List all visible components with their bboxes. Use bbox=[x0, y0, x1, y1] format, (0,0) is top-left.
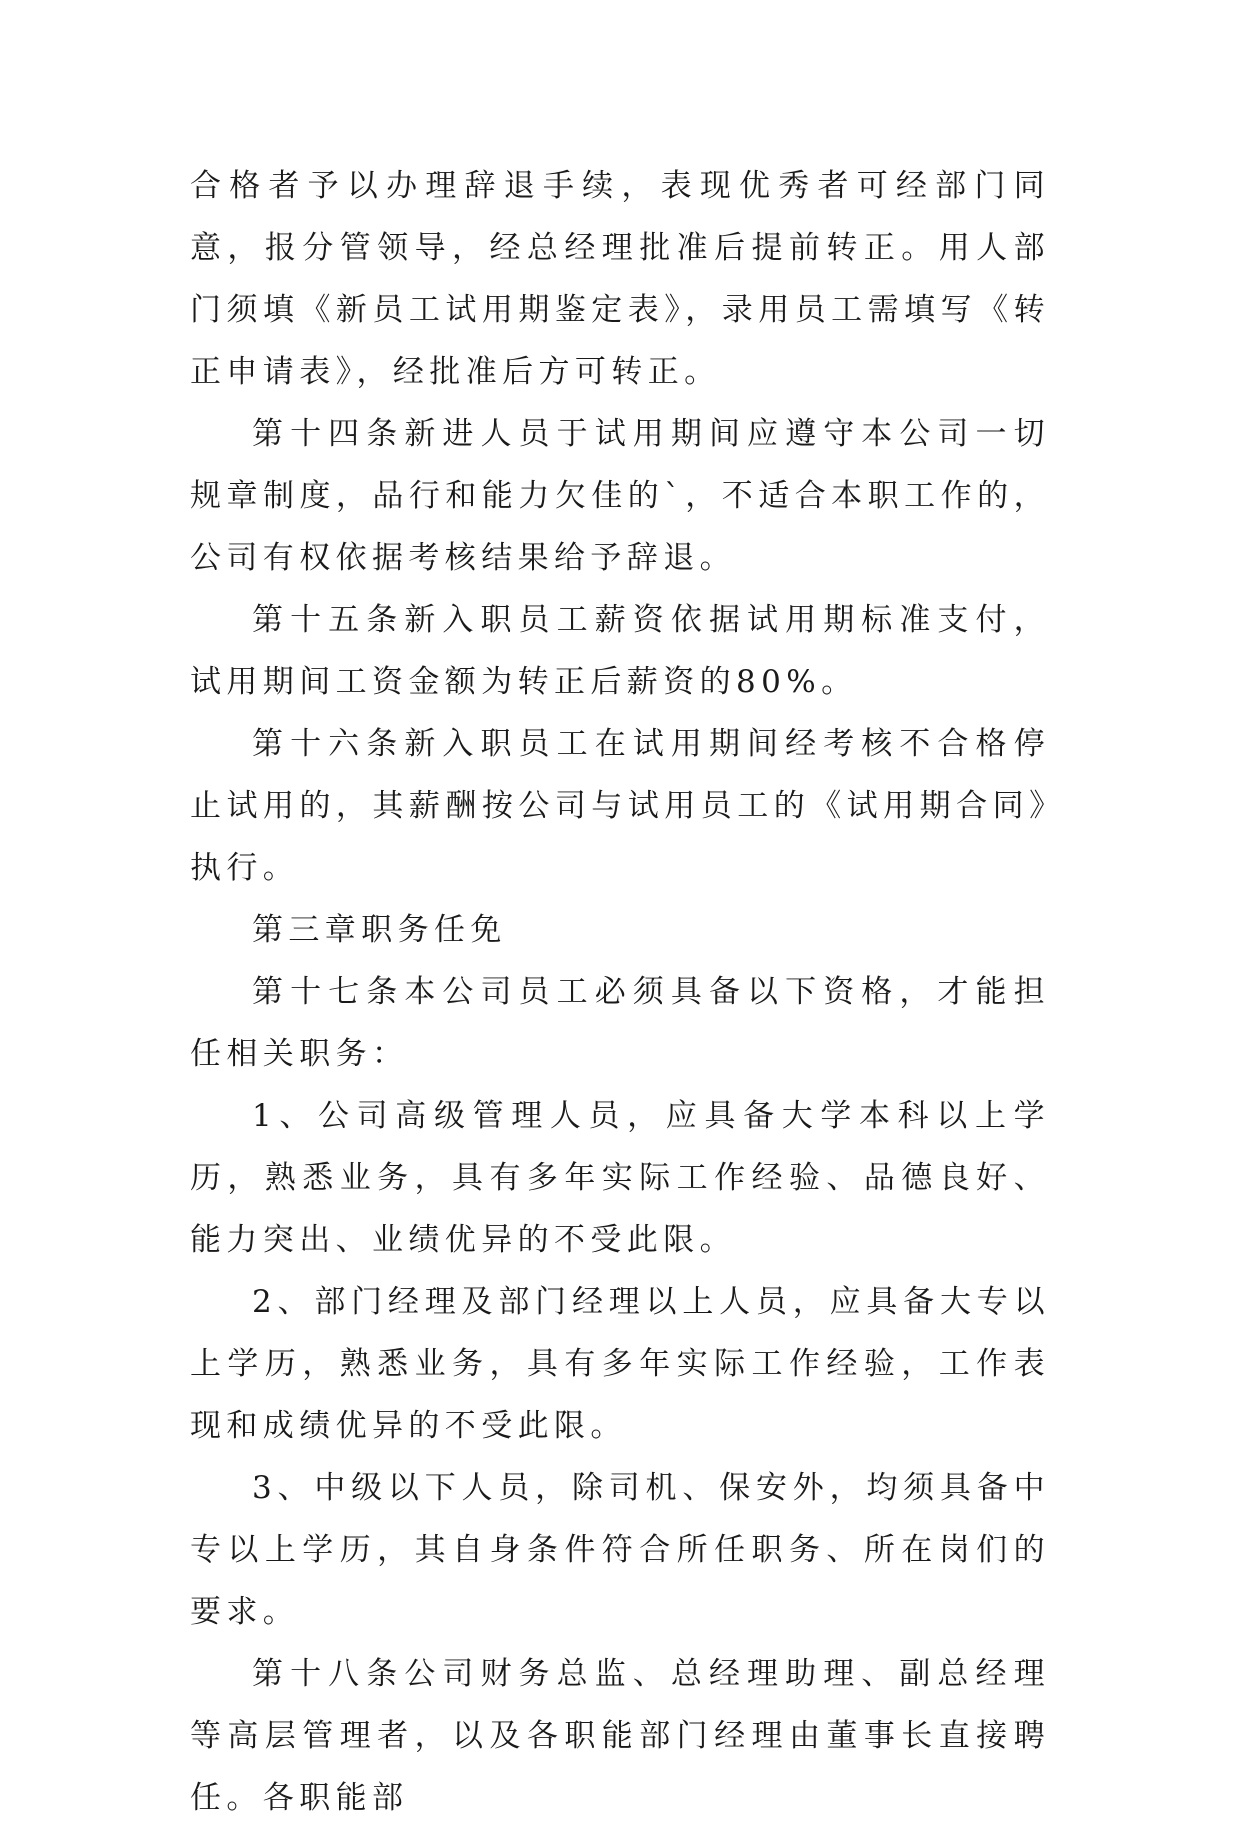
chapter-heading-3: 第三章职务任免 bbox=[252, 912, 507, 948]
list-item-1: 1、公司高级管理人员，应具备大学本科以上学历，熟悉业务，具有多年实际工作经验、品德良好、能力突出、业绩优异的不受此限。 bbox=[190, 1098, 1050, 1258]
paragraph-article-17: 第十七条本公司员工必须具备以下资格，才能担任相关职务： bbox=[190, 974, 1050, 1072]
list-item-2: 2、部门经理及部门经理以上人员，应具备大专以上学历，熟悉业务，具有多年实际工作经验，工作表现和成绩优异的不受此限。 bbox=[190, 1284, 1050, 1444]
paragraph-article-15: 第十五条新入职员工薪资依据试用期标准支付，试用期间工资金额为转正后薪资的80%。 bbox=[190, 602, 1050, 700]
paragraph-probation-continuation: 合格者予以办理辞退手续，表现优秀者可经部门同意，报分管领导，经总经理批准后提前转正。用人部门须填《新员工试用期鉴定表》，录用员工需填写《转正申请表》，经批准后方可转正。 bbox=[190, 168, 1050, 390]
list-item-3: 3、中级以下人员，除司机、保安外，均须具备中专以上学历，其自身条件符合所任职务、所在岗们的要求。 bbox=[190, 1470, 1050, 1630]
paragraph-article-16: 第十六条新入职员工在试用期间经考核不合格停止试用的，其薪酬按公司与试用员工的《试用期合同》执行。 bbox=[190, 726, 1050, 886]
document-body bbox=[190, 155, 1050, 1829]
paragraph-article-14: 第十四条新进人员于试用期间应遵守本公司一切规章制度，品行和能力欠佳的`，不适合本职工作的，公司有权依据考核结果给予辞退。 bbox=[190, 416, 1050, 576]
paragraph-article-18: 第十八条公司财务总监、总经理助理、副总经理等高层管理者，以及各职能部门经理由董事长直接聘任。各职能部 bbox=[190, 1656, 1050, 1816]
